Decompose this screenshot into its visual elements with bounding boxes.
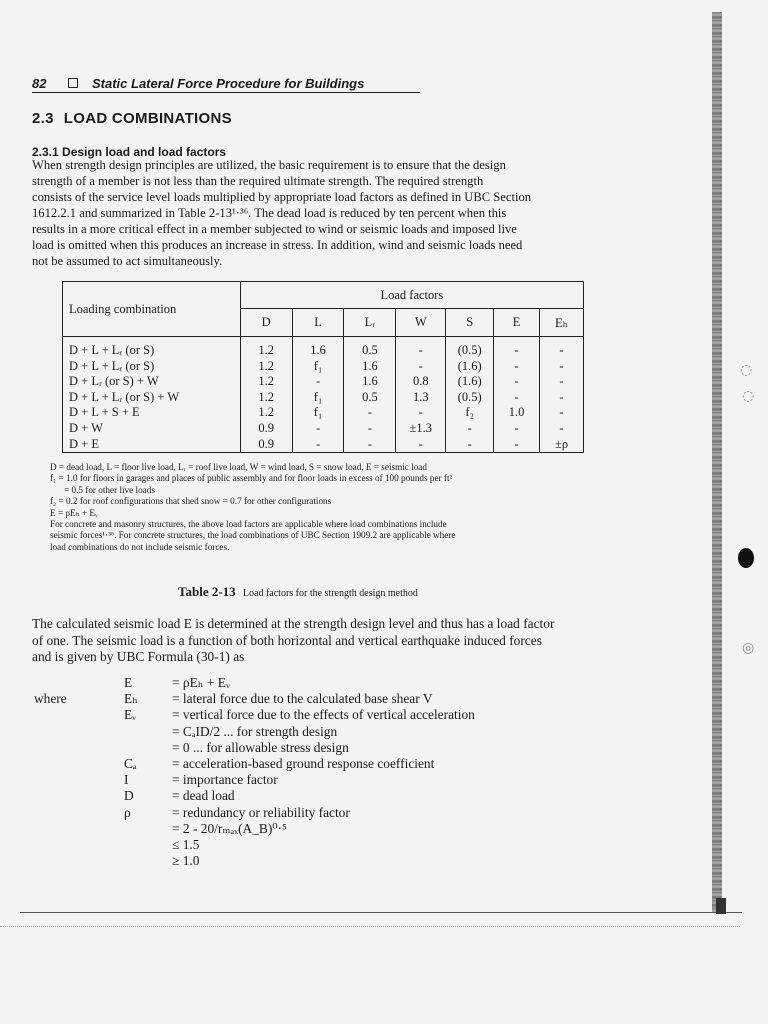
factor-cell: -: [344, 437, 396, 453]
table-notes: [50, 462, 610, 553]
definition-text: = lateral force due to the calculated base shear V: [172, 691, 433, 707]
factor-cell: 1.0: [494, 405, 540, 421]
running-head: [32, 76, 420, 93]
column-header: E: [494, 309, 540, 337]
column-header: S: [446, 309, 494, 337]
factor-cell: -: [494, 337, 540, 359]
factor-cell: (0.5): [446, 390, 494, 406]
factor-cell: -: [494, 437, 540, 453]
factor-cell: -: [494, 390, 540, 406]
definition-text: = redundancy or reliability factor: [172, 804, 350, 820]
binding-base-mark: [716, 898, 726, 914]
paragraph-line: When strength design principles are utilized, the basic requirement is to ensure that the design: [32, 158, 506, 172]
table-row: [63, 390, 584, 406]
column-header: D: [240, 309, 292, 337]
running-head-title: Static Lateral Force Procedure for Buildings: [92, 76, 365, 91]
factor-cell: 1.2: [240, 405, 292, 421]
factor-cell: (1.6): [446, 359, 494, 375]
factor-cell: 1.2: [240, 359, 292, 375]
factor-cell: 1.6: [344, 374, 396, 390]
definition-symbol: I: [124, 772, 129, 788]
factor-cell: -: [446, 421, 494, 437]
factor-cell: -: [494, 421, 540, 437]
note-line: E = ρEₕ + Eᵥ: [50, 507, 98, 518]
note-line: = 0.5 for other live loads: [64, 484, 155, 495]
paragraph-line: results in a more critical effect in a member subjected to wind or seismic loads and imposed live: [32, 222, 517, 236]
factor-cell: (1.6): [446, 374, 494, 390]
table-row: [63, 374, 584, 390]
table-row: [63, 359, 584, 375]
factor-cell: ±1.3: [396, 421, 446, 437]
combination-cell: D + L + S + E: [63, 405, 241, 421]
factor-cell: -: [540, 421, 584, 437]
factor-cell: -: [494, 374, 540, 390]
factor-cell: -: [396, 405, 446, 421]
definition-text: = CₐID/2 ... for strength design: [172, 723, 338, 739]
paragraph-line: consists of the service level loads multiplied by appropriate load factors as defined in UBC Section: [32, 190, 532, 204]
definition-symbol: E: [124, 675, 133, 690]
factor-cell: 1.6: [344, 359, 396, 375]
factor-cell: -: [396, 359, 446, 375]
definition-text: ≥ 1.0: [172, 853, 200, 869]
body-paragraph: [32, 616, 632, 666]
factor-cell: -: [540, 374, 584, 390]
factor-cell: -: [344, 421, 396, 437]
bottom-rule: [20, 912, 742, 913]
table-row: [63, 405, 584, 421]
definition-symbol: Cₐ: [124, 755, 137, 771]
combination-cell: D + W: [63, 421, 241, 437]
table-row: [63, 337, 584, 359]
table-caption-label: Table 2-13: [178, 584, 236, 599]
note-line: f₁ = 1.0 for floors in garages and places of public assembly and for floor loads in excess of 100 pounds per ft²: [50, 473, 453, 484]
combination-cell: D + Lᵣ (or S) + W: [63, 374, 241, 390]
circle-mark-icon: ◌: [742, 388, 755, 404]
combination-cell: D + L + Lᵣ (or S): [63, 337, 241, 359]
factor-cell: 1.6: [292, 337, 344, 359]
page-binding-edge: [712, 12, 722, 912]
factor-cell: 1.2: [240, 390, 292, 406]
note-line: seismic forces¹·³⁶. For concrete structures, the load combinations of UBC Section 1909.2 are applicable where: [50, 530, 456, 541]
table-row: [63, 437, 584, 453]
factor-cell: -: [540, 359, 584, 375]
definition-text: = 2 - 20/rₘₐₓ(A_B)⁰·⁵: [172, 820, 287, 836]
square-bullet-icon: [68, 78, 78, 88]
paragraph-line: The calculated seismic load E is determined at the strength design level and thus has a load factor: [32, 616, 555, 631]
factor-cell: -: [446, 437, 494, 453]
factor-cell: -: [292, 374, 344, 390]
page-number: 82: [32, 76, 47, 91]
factor-cell: 0.5: [344, 390, 396, 406]
note-line: For concrete and masonry structures, the above load factors are applicable where load combinations include: [50, 519, 447, 530]
definition-text: = acceleration-based ground response coefficient: [172, 755, 435, 771]
definition-row: [32, 675, 632, 691]
factor-cell: f₁: [292, 359, 344, 375]
section-title: LOAD COMBINATIONS: [63, 110, 232, 127]
punch-hole-icon: [738, 548, 754, 568]
factor-cell: f₁: [292, 405, 344, 421]
section-number: 2.3: [32, 110, 54, 127]
subsection-heading: 2.3.1 Design load and load factors: [32, 145, 227, 159]
factor-cell: 1.3: [396, 390, 446, 406]
circle-mark-icon: ◌: [740, 362, 753, 378]
definition-text: = 0 ... for allowable stress design: [172, 739, 349, 755]
factor-cell: 1.2: [240, 337, 292, 359]
definition-where: where: [34, 691, 67, 707]
definition-row: [32, 724, 632, 740]
paragraph-line: not be assumed to act simultaneously.: [32, 254, 223, 268]
factor-cell: -: [292, 421, 344, 437]
factor-cell: -: [344, 405, 396, 421]
definition-row: [32, 853, 632, 869]
definition-row: [32, 837, 632, 853]
factor-cell: -: [540, 390, 584, 406]
circle-mark-icon: ◎: [742, 640, 755, 656]
factor-cell: f₁: [292, 390, 344, 406]
load-factors-table: [62, 281, 584, 453]
factor-cell: -: [292, 437, 344, 453]
definition-row: [32, 707, 632, 723]
definition-row: [32, 691, 632, 707]
factor-cell: 0.8: [396, 374, 446, 390]
paragraph-line: of one. The seismic load is a function of both horizontal and vertical earthquake induced forces: [32, 632, 542, 648]
factor-cell: 0.5: [344, 337, 396, 359]
factor-cell: 0.9: [240, 437, 292, 453]
intro-paragraph: [32, 157, 616, 269]
definition-text: = dead load: [172, 788, 235, 804]
definition-symbol: ρ: [124, 804, 131, 820]
column-header: L: [292, 309, 344, 337]
paragraph-line: 1612.2.1 and summarized in Table 2-13¹·³⁶. The dead load is reduced by ten percent when this: [32, 206, 507, 220]
definitions-list: [32, 675, 632, 869]
factor-cell: 1.2: [240, 374, 292, 390]
factor-cell: -: [396, 337, 446, 359]
definition-row: [32, 740, 632, 756]
definition-symbol: Eₕ: [124, 691, 138, 707]
factor-cell: f₂: [446, 405, 494, 421]
definition-symbol: D: [124, 788, 134, 804]
table-caption: [178, 584, 418, 600]
paragraph-line: load is omitted when this produces an increase in stress. In addition, wind and seismic loads need: [32, 238, 523, 252]
table-caption-text: Load factors for the strength design method: [242, 588, 418, 599]
loading-combination-header: Loading combination: [63, 282, 241, 337]
factor-cell: 0.9: [240, 421, 292, 437]
factor-cell: (0.5): [446, 337, 494, 359]
column-header: W: [396, 309, 446, 337]
factor-cell: -: [494, 359, 540, 375]
definition-row: [32, 805, 632, 821]
factor-cell: -: [540, 405, 584, 421]
factor-cell: -: [396, 437, 446, 453]
note-line: load combinations do not include seismic forces.: [50, 541, 230, 552]
definition-symbol: Eᵥ: [124, 707, 137, 723]
factor-cell: ±ρ: [540, 437, 584, 453]
column-header: Lᵣ: [344, 309, 396, 337]
combination-cell: D + E: [63, 437, 241, 453]
note-line: f₂ = 0.2 for roof configurations that shed snow = 0.7 for other configurations: [50, 496, 332, 507]
definition-row: [32, 772, 632, 788]
definition-text: = ρEₕ + Eᵥ: [172, 675, 230, 690]
definition-text: = vertical force due to the effects of vertical acceleration: [172, 707, 475, 723]
section-heading: [32, 110, 232, 127]
scan-artifact-dots: [0, 926, 740, 927]
definition-row: [32, 756, 632, 772]
definition-text: ≤ 1.5: [172, 836, 200, 852]
paragraph-line: strength of a member is not less than the required ultimate strength. The required strength: [32, 174, 484, 188]
definition-row: [32, 821, 632, 837]
definition-row: [32, 788, 632, 804]
definition-text: = importance factor: [172, 772, 278, 788]
column-header: Eₕ: [540, 309, 584, 337]
table-row: [63, 421, 584, 437]
combination-cell: D + L + Lᵣ (or S) + W: [63, 390, 241, 406]
factor-cell: -: [540, 337, 584, 359]
load-factors-header: Load factors: [240, 282, 583, 309]
combination-cell: D + L + Lᵣ (or S): [63, 359, 241, 375]
paragraph-line: and is given by UBC Formula (30-1) as: [32, 649, 245, 664]
note-line: D = dead load, L = floor live load, Lᵣ = roof live load, W = wind load, S = snow load, E = seismic load: [50, 462, 427, 472]
